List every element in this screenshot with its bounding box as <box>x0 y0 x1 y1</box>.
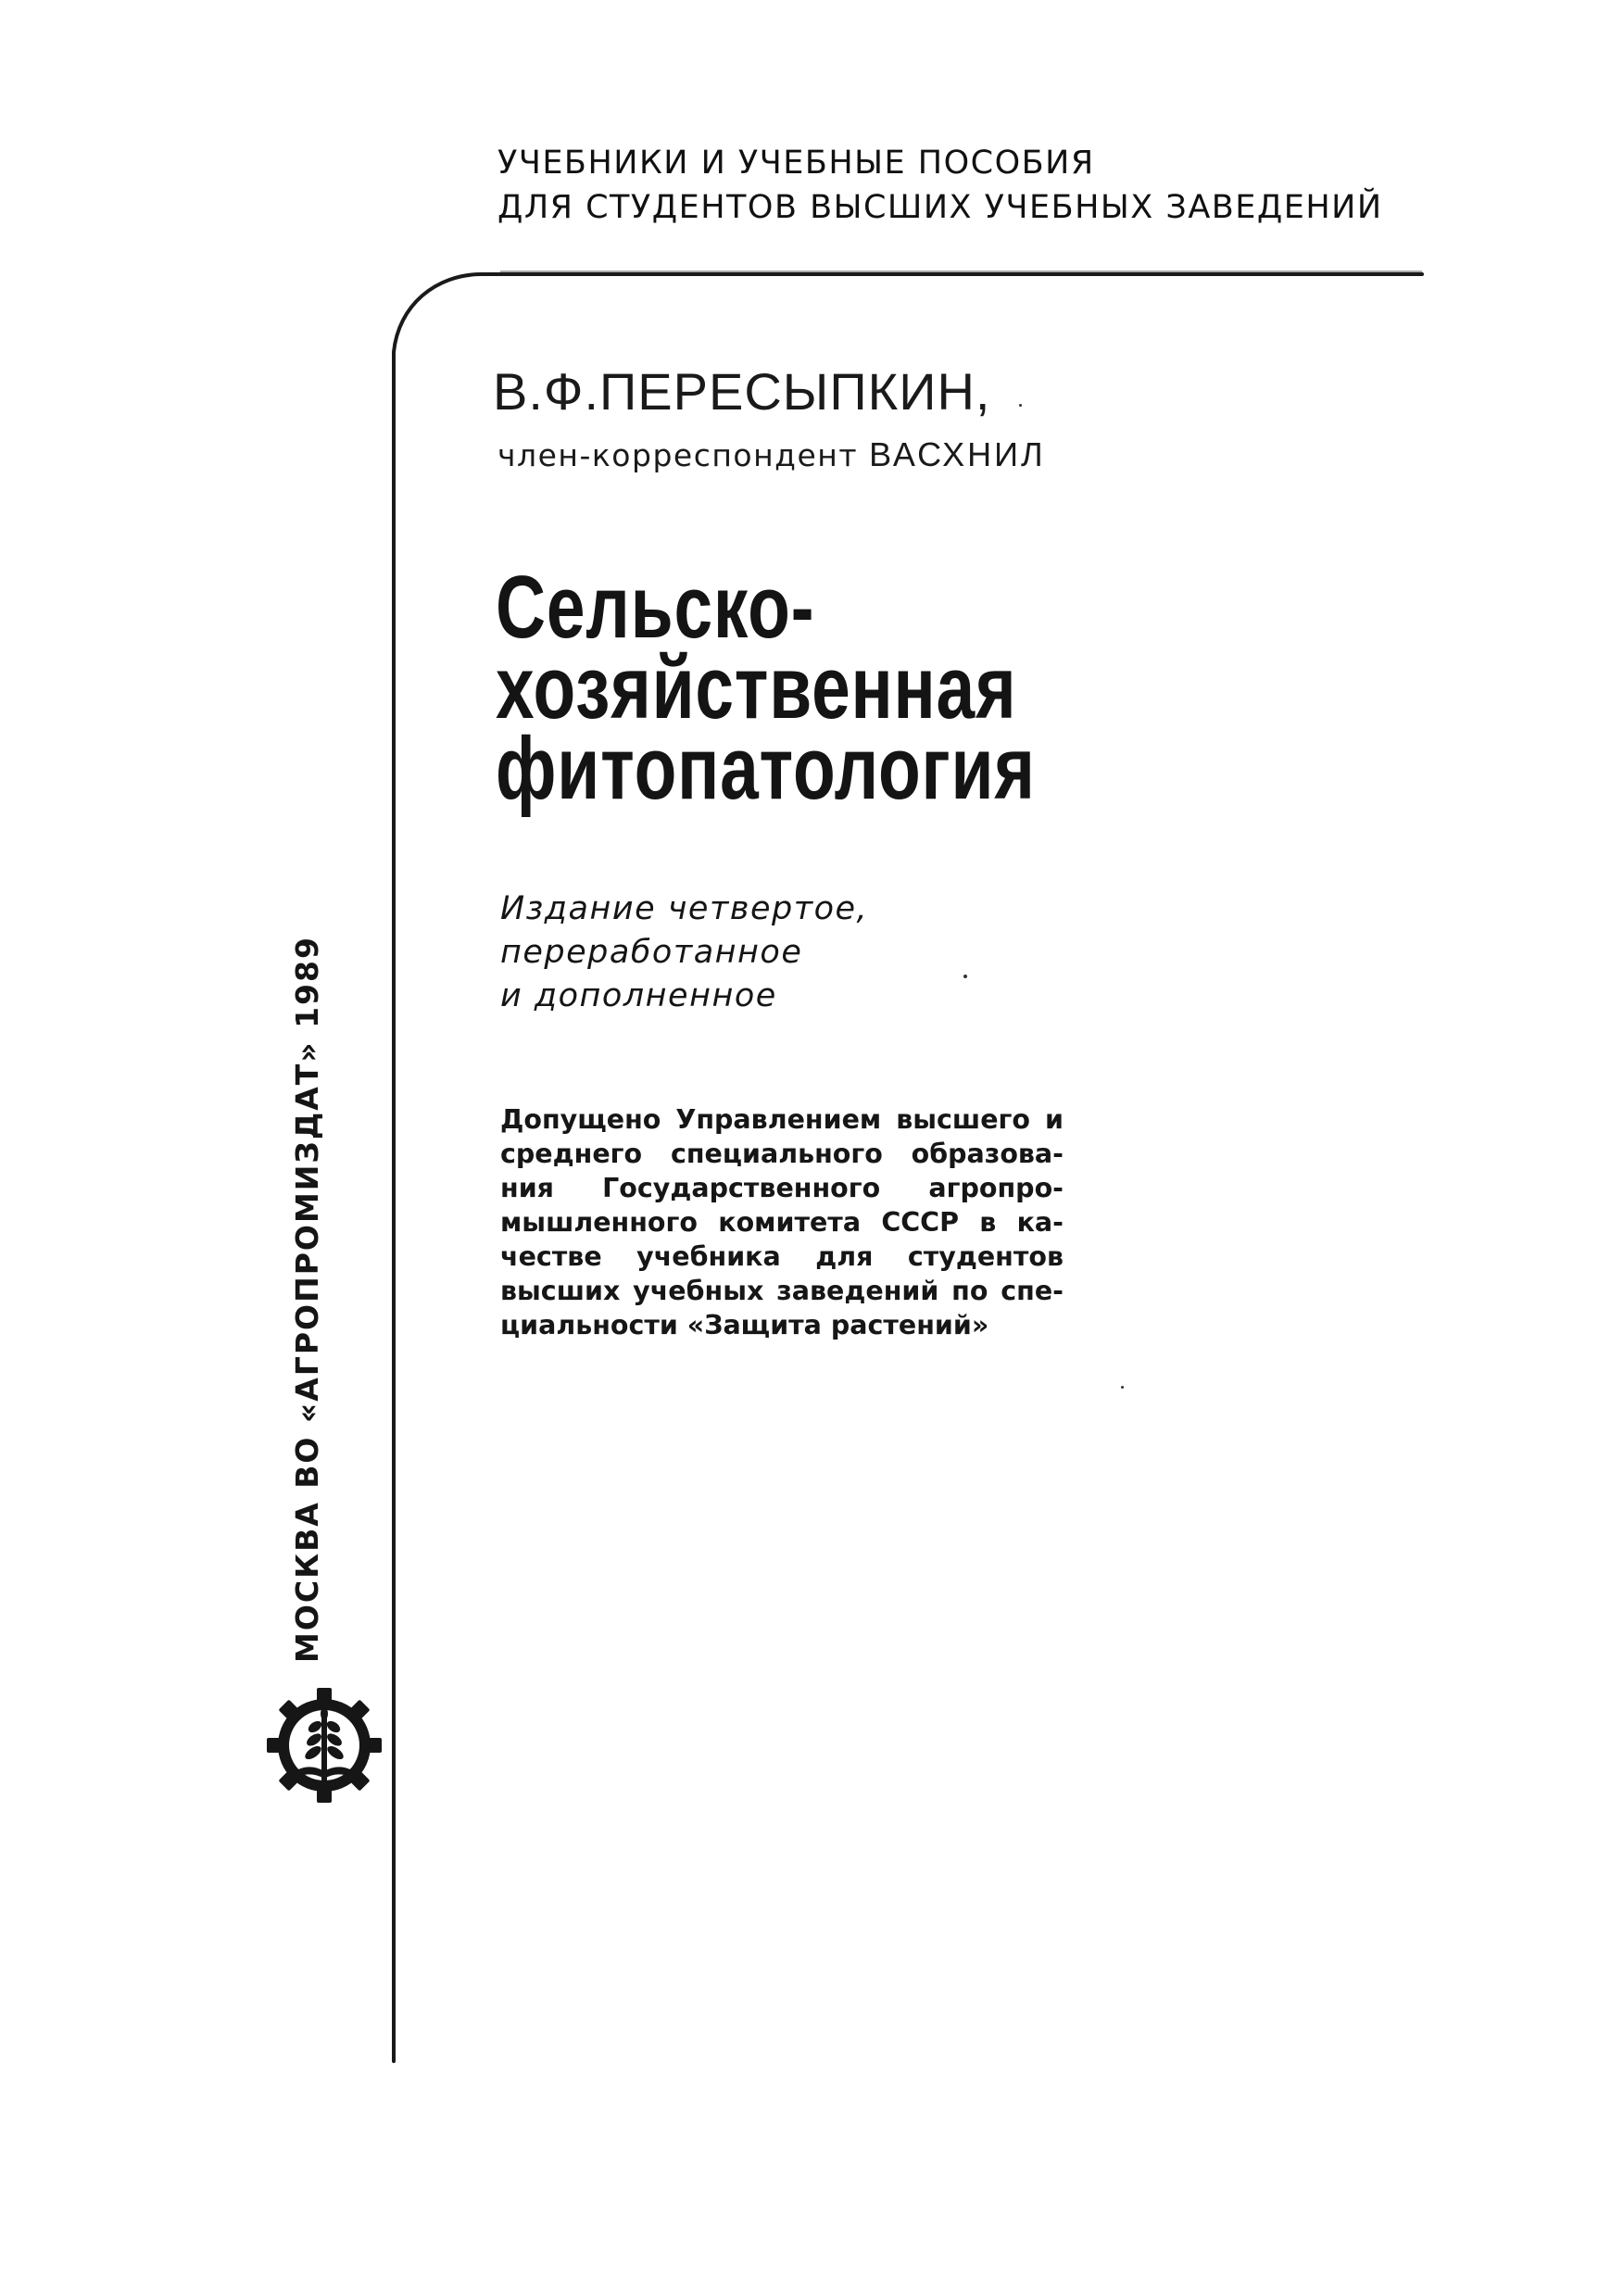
book-title <box>496 558 1036 818</box>
author-credential-org: ВАСХНИЛ <box>869 435 1046 473</box>
book-title-line-3: фитопатология <box>496 719 1036 818</box>
book-title-line-1: Сельско- <box>496 558 815 657</box>
scan-dust <box>1019 404 1022 407</box>
agropromizdat-gear-wheat-emblem-icon <box>265 1686 384 1805</box>
approval-line: честве учебника для студентов <box>500 1241 1064 1272</box>
author-name: В.Ф.ПЕРЕСЫПКИН, <box>493 362 991 421</box>
edition-line-1: Издание четвертое, <box>500 890 869 927</box>
approval-statement <box>500 1102 1064 1342</box>
approval-line: циальности «Защита растений» <box>500 1310 989 1340</box>
scan-dust <box>1121 1386 1124 1389</box>
book-title-line-2: хозяйственная <box>496 638 1017 737</box>
approval-line: ния Государственного агропро- <box>500 1173 1064 1203</box>
edition-note <box>500 887 868 1018</box>
edition-line-3: и дополненное <box>500 977 777 1014</box>
series-header <box>497 141 1383 230</box>
approval-line: мышленного комитета СССР в ка- <box>500 1207 1064 1238</box>
approval-line: среднего специального образова- <box>500 1139 1064 1169</box>
author-credential <box>497 435 1046 474</box>
author-credential-prefix: член-корреспондент <box>497 437 859 473</box>
approval-line: Допущено Управлением высшего и <box>500 1104 1064 1135</box>
series-line-2: ДЛЯ СТУДЕНТОВ ВЫСШИХ УЧЕБНЫХ ЗАВЕДЕНИЙ <box>497 189 1383 226</box>
series-line-1: УЧЕБНИКИ И УЧЕБНЫЕ ПОСОБИЯ <box>497 145 1095 182</box>
scan-dust <box>963 975 967 978</box>
approval-line: высших учебных заведений по спе- <box>500 1276 1064 1306</box>
publisher-imprint: МОСКВА ВО «АГРОПРОМИЗДАТ» 1989 <box>289 936 325 1663</box>
edition-line-2: переработанное <box>500 934 803 971</box>
